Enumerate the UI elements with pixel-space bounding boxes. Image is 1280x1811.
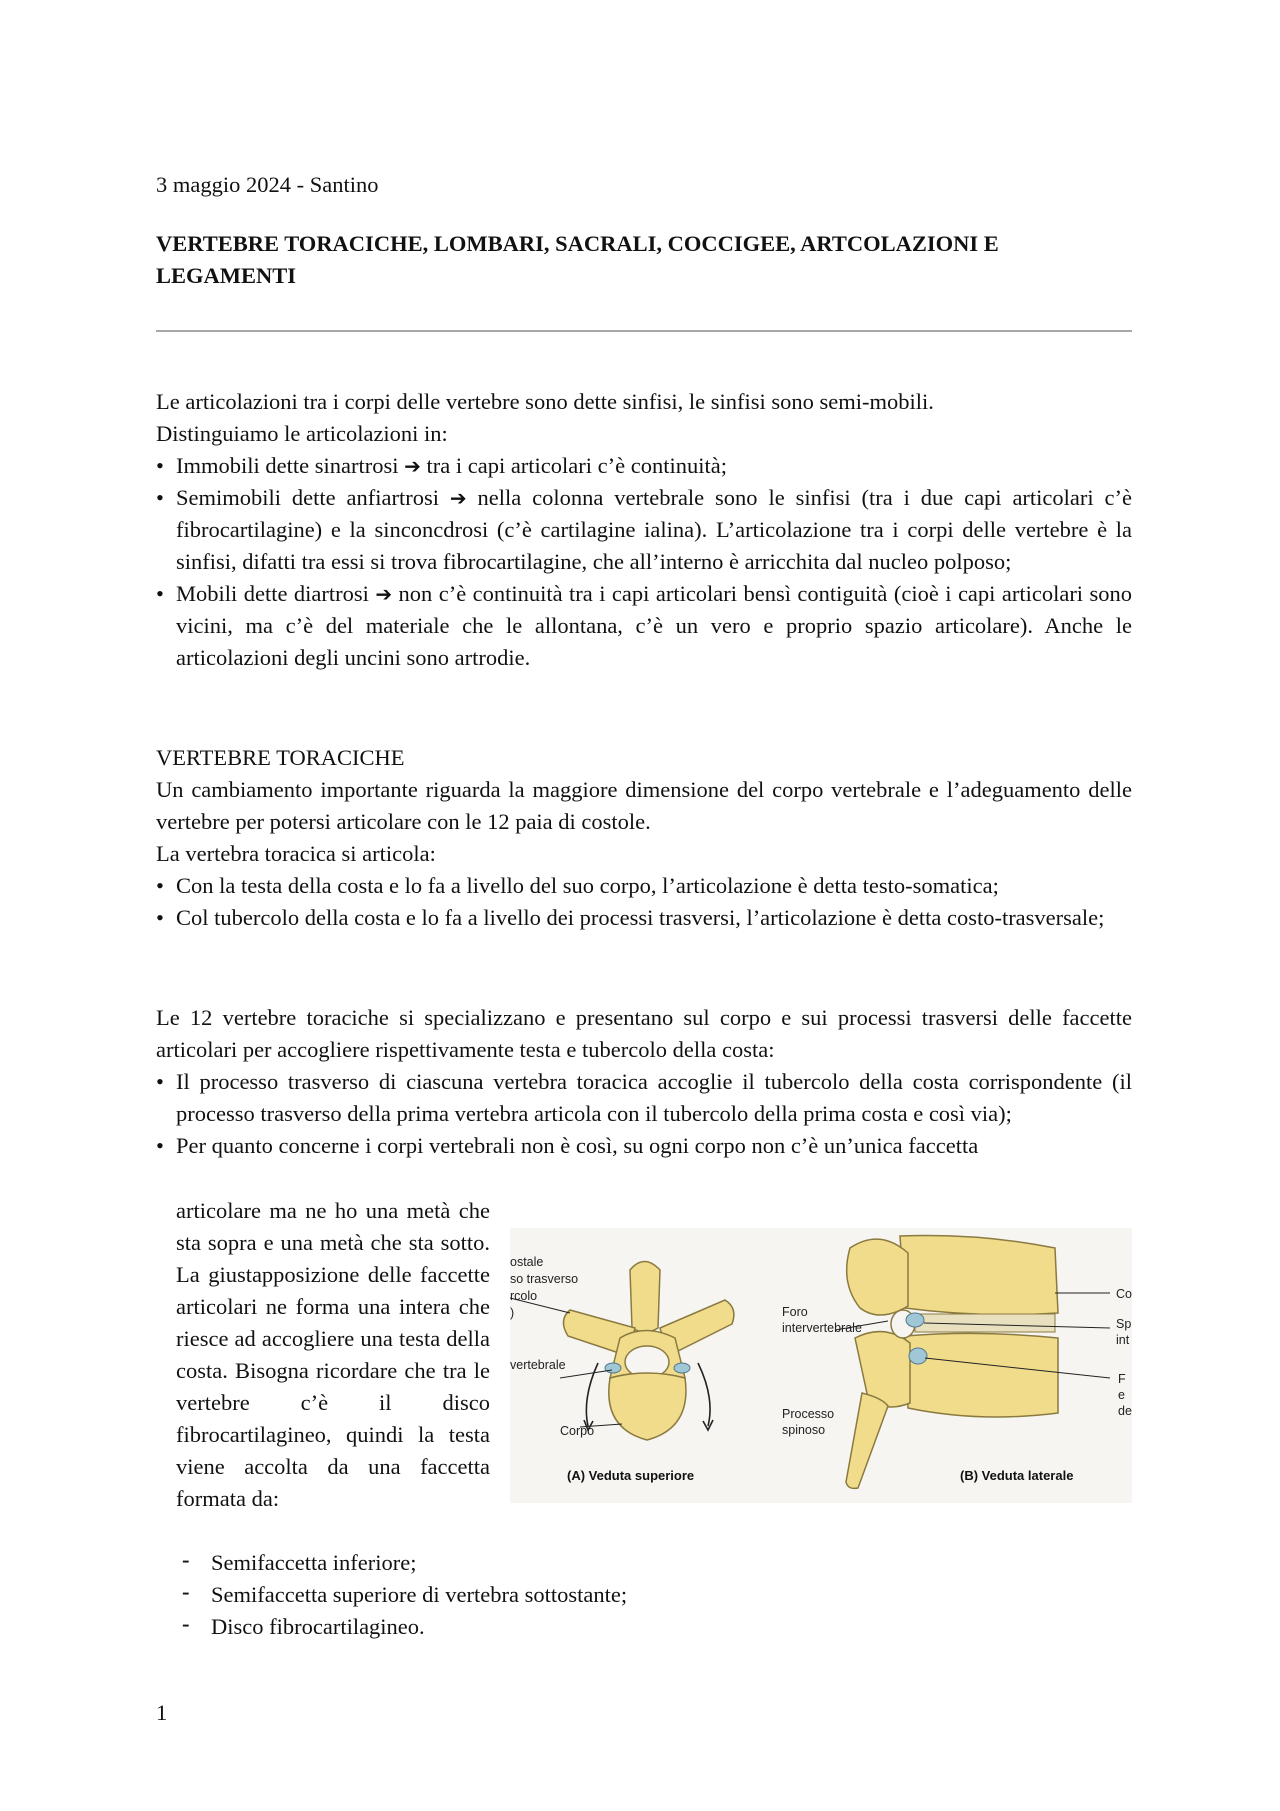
costal-facet-right [674, 1363, 690, 1373]
figure-label: vertebrale [510, 1358, 566, 1372]
faccette-paragraph: Le 12 vertebre toraciche si specializzano e presentano sul corpo e sui processi trasversi delle faccette articolari per accogliere rispettivamente testa e tubercolo della costa: [156, 1005, 1132, 1062]
list-item: • Col tubercolo della costa e lo fa a livello dei processi trasversi, l’articolazione è detta costo-trasversale; [156, 902, 1132, 934]
faccette-section [156, 1002, 1132, 1162]
figure-label: e [1118, 1388, 1125, 1402]
list-item: • Semimobili dette anfiartrosi ➔ nella colonna vertebrale sono le sinfisi (tra i due capi articolari c’è fibrocartilagine) e la sinconcdrosi (c’è cartilagine ialina). L’articolazione tra i corpi delle vertebre è la sinfisi, difatti tra essi si trova fibrocartilagine, che all’interno è arricchita dal nucleo polposo; [156, 482, 1132, 578]
figure-label: Foro [782, 1305, 808, 1319]
arrow-icon: ➔ [404, 454, 421, 478]
figure-label: spinoso [782, 1423, 826, 1437]
spinous-process [630, 1262, 660, 1333]
page-number: 1 [156, 1700, 168, 1725]
intro-line-1: Le articolazioni tra i corpi delle vertebre sono dette sinfisi, le sinfisi sono semi-mobili. [156, 389, 934, 414]
intro-section [156, 386, 1132, 674]
upper-vertebra-body [900, 1236, 1058, 1315]
faccette-wrapped-text: articolare ma ne ho una metà che sta sopra e una metà che sta sotto. La giustapposizione delle faccette articolari ne forma una intera che riesce ad accogliere una testa della costa. Bisogna ricordare che tra le vertebre c’è il disco fibrocartilagineo, quindi la testa viene accolta da una faccetta formata da: [176, 1198, 490, 1511]
figure-label: Processo [782, 1407, 835, 1421]
list-item: - Disco fibrocartilagineo. [156, 1611, 1132, 1643]
list-item: - Semifaccetta superiore di vertebra sottostante; [156, 1579, 1132, 1611]
figure-label: intervertebrale [782, 1321, 862, 1335]
figure-label: Corpo [560, 1424, 595, 1438]
vertebra-illustration [510, 1228, 1132, 1503]
faccetta-components-list [156, 1547, 1132, 1643]
arrow-icon: ➔ [375, 582, 393, 606]
section-heading: VERTEBRE TORACICHE [156, 745, 405, 770]
list-item: • Immobili dette sinartrosi ➔ tra i capi articolari c’è continuità; [156, 450, 1132, 482]
figure-label: int [1116, 1333, 1130, 1347]
costal-facet-left [605, 1363, 621, 1373]
figure-label: ostale [510, 1255, 544, 1269]
list-item: • Con la testa della costa e lo fa a livello del suo corpo, l’articolazione è detta testo-somatica; [156, 870, 1132, 902]
faccette-list [156, 1066, 1132, 1162]
toraciche-paragraph-2: La vertebra toracica si articola: [156, 841, 436, 866]
figure-label: ) [510, 1306, 515, 1320]
figure-label: Sp [1116, 1317, 1132, 1331]
document-date: 3 maggio 2024 - Santino [156, 172, 379, 197]
dash-list-block [156, 1547, 1132, 1643]
arrow-icon: ➔ [449, 486, 467, 510]
articulation-types-list [156, 450, 1132, 674]
figure-caption-b: (B) Veduta laterale [960, 1468, 1074, 1483]
list-item: • Il processo trasverso di ciascuna vertebra toracica accoglie il tubercolo della costa corrispondente (il processo trasverso della prima vertebra articola con il tubercolo della prima costa e così via); [156, 1066, 1132, 1130]
intro-line-2: Distinguiamo le articolazioni in: [156, 421, 448, 446]
vertebra-figure [510, 1228, 1132, 1503]
figure-label: F [1118, 1372, 1126, 1386]
toraciche-section [156, 742, 1132, 934]
figure-label: Co [1116, 1287, 1132, 1301]
costal-facet-upper [906, 1313, 924, 1327]
list-item: • Per quanto concerne i corpi vertebrali non è così, su ogni corpo non c’è un’unica faccetta [156, 1130, 1132, 1162]
figure-label: de [1118, 1404, 1132, 1418]
figure-caption-a: (A) Veduta superiore [567, 1468, 695, 1483]
list-item: • Mobili dette diartrosi ➔ non c’è continuità tra i capi articolari bensì contiguità (cioè i capi articolari sono vicini, ma c’è del materiale che le allontana, c’è un vero e proprio spazio articolare). Anche le articolazioni degli uncini sono artrodie. [156, 578, 1132, 674]
list-item: - Semifaccetta inferiore; [156, 1547, 1132, 1579]
document-title: VERTEBRE TORACICHE, LOMBARI, SACRALI, COCCIGEE, ARTCOLAZIONI E LEGAMENTI [156, 231, 999, 288]
costal-facet-lower [909, 1348, 927, 1364]
figure-label: so trasverso [510, 1272, 579, 1286]
toraciche-paragraph-1: Un cambiamento importante riguarda la maggiore dimensione del corpo vertebrale e l’adeguamento delle vertebre per potersi articolare con le 12 paia di costole. [156, 777, 1132, 834]
lower-vertebra-body [905, 1333, 1058, 1417]
title-divider [156, 330, 1132, 332]
figure-label: rcolo [510, 1289, 538, 1303]
toraciche-list [156, 870, 1132, 934]
